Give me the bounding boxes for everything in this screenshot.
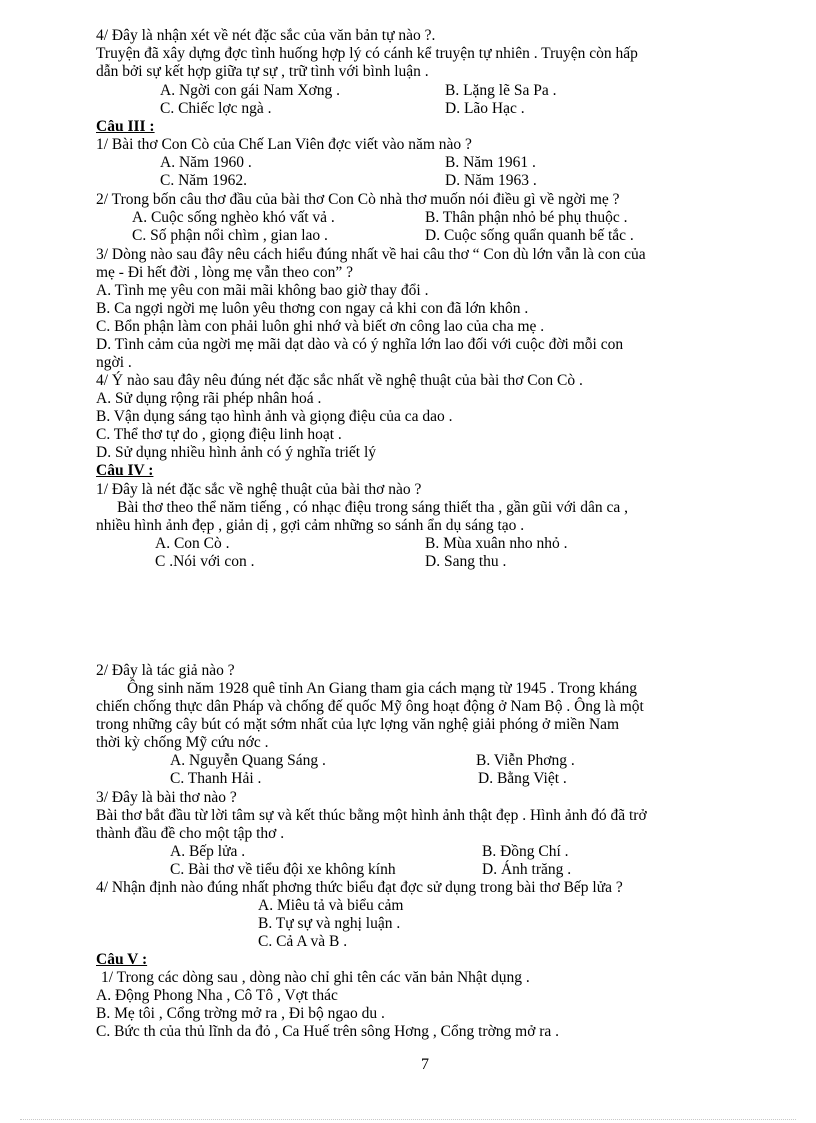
option-d: D. Bằng Việt .: [478, 770, 567, 787]
option-c: C. Số phận nổi chìm , gian lao .: [132, 227, 328, 244]
question-text-line: Truyện đã xây dựng đợc tình huống hợp lý có cánh kể truyện tự nhiên . Truyện còn hấp: [96, 45, 638, 62]
option-c: C. Bổn phận làm con phải luôn ghi nhớ và biết ơn công lao của cha mẹ .: [96, 318, 545, 335]
option-d: D. Ánh trăng .: [482, 861, 572, 878]
question-iii-1: 1/ Bài thơ Con Cò của Chế Lan Viên đợc viết vào năm nào ?: [96, 136, 472, 153]
question-text-line: Ông sinh năm 1928 quê tỉnh An Giang tham gia cách mạng từ 1945 . Trong kháng: [127, 680, 637, 697]
option-a: A. Động Phong Nha , Cô Tô , Vợt thác: [96, 987, 338, 1004]
option-d: D. Sử dụng nhiều hình ảnh có ý nghĩa triết lý: [96, 444, 377, 461]
option-d: D. Năm 1963 .: [445, 172, 537, 189]
option-d: D. Cuộc sống quẩn quanh bế tắc .: [425, 227, 634, 244]
option-a: A. Miêu tả và biểu cảm: [258, 897, 404, 914]
option-c: C. Năm 1962.: [160, 172, 247, 189]
question-iv-2: 2/ Đây là tác giả nào ?: [96, 662, 235, 679]
option-a: A. Sử dụng rộng rãi phép nhân hoá .: [96, 390, 322, 407]
section-heading-cau-v: Câu V :: [96, 951, 148, 968]
option-a: A. Nguyễn Quang Sáng .: [170, 752, 326, 769]
option-c: C .Nói với con .: [155, 553, 255, 570]
question-iv-1: 1/ Đây là nét đặc sắc về nghệ thuật của bài thơ nào ?: [96, 481, 422, 498]
option-a: A. Năm 1960 .: [160, 154, 252, 171]
option-c: C. Bài thơ về tiểu đội xe không kính: [170, 861, 396, 878]
option-a: A. Cuộc sống nghèo khó vất vả .: [132, 209, 335, 226]
question-iii-4: 4/ Ý nào sau đây nêu đúng nét đặc sắc nhất về nghệ thuật của bài thơ Con Cò .: [96, 372, 583, 389]
question-iii-2: 2/ Trong bốn câu thơ đầu của bài thơ Con Cò nhà thơ muốn nói điều gì về ngời mẹ ?: [96, 191, 620, 208]
question-v-1: 1/ Trong các dòng sau , dòng nào chỉ ghi tên các văn bản Nhật dụng .: [101, 969, 530, 986]
option-b: B. Đồng Chí .: [482, 843, 569, 860]
option-d: D. Tình cảm của ngời mẹ mãi dạt dào và có ý nghĩa lớn lao đối với cuộc đời mỗi con: [96, 336, 624, 353]
option-b: B. Lặng lẽ Sa Pa .: [445, 82, 557, 99]
question-text-line: chiến chống thực dân Pháp và chống đế quốc Mỹ ông hoạt động ở Nam Bộ . Ông là một: [96, 698, 644, 715]
page-number: 7: [421, 1056, 429, 1073]
option-b: B. Ca ngợi ngời mẹ luôn yêu thơng con ngay cả khi con đã lớn khôn .: [96, 300, 529, 317]
option-b: B. Mùa xuân nho nhỏ .: [425, 535, 568, 552]
option-a: A. Tình mẹ yêu con mãi mãi không bao giờ thay đổi .: [96, 282, 429, 299]
option-c: C. Thanh Hải .: [170, 770, 262, 787]
option-a: A. Con Cò .: [155, 535, 230, 552]
option-c: C. Cả A và B .: [258, 933, 348, 950]
question-iii-3-cont: mẹ - Đi hết đời , lòng mẹ vẫn theo con” ?: [96, 264, 353, 281]
section-heading-cau-iii: Câu III :: [96, 118, 155, 135]
question-text-line: dẫn bởi sự kết hợp giữa tự sự , trữ tình với bình luận .: [96, 63, 429, 80]
option-d-cont: ngời .: [96, 354, 132, 371]
section-heading-cau-iv: Câu IV :: [96, 462, 154, 479]
option-c: C. Bức th của thủ lĩnh da đỏ , Ca Huế trên sông Hơng , Cổng trờng mở ra .: [96, 1023, 560, 1040]
option-d: D. Lão Hạc .: [445, 100, 525, 117]
question-text-line: thời kỳ chống Mỹ cứu nớc .: [96, 734, 269, 751]
question-text-line: thành đầu đề cho một tập thơ .: [96, 825, 285, 842]
option-b: B. Năm 1961 .: [445, 154, 536, 171]
page-bottom-divider: [20, 1119, 796, 1120]
question-iv-3: 3/ Đây là bài thơ nào ?: [96, 789, 237, 806]
option-c: C. Thể thơ tự do , giọng điệu linh hoạt .: [96, 426, 342, 443]
option-a: A. Ngời con gái Nam Xơng .: [160, 82, 340, 99]
question-iv-4: 4/ Nhận định nào đúng nhất phơng thức biểu đạt đợc sử dụng trong bài thơ Bếp lửa ?: [96, 879, 623, 896]
option-c: C. Chiếc lợc ngà .: [160, 100, 272, 117]
question-iii-3: 3/ Dòng nào sau đây nêu cách hiểu đúng nhất về hai câu thơ “ Con dù lớn vẫn là con của: [96, 246, 646, 263]
question-text-line: Bài thơ theo thể năm tiếng , có nhạc điệu trong sáng thiết tha , gần gũi với dân ca ,: [117, 499, 628, 516]
option-d: D. Sang thu .: [425, 553, 507, 570]
option-b: B. Mẹ tôi , Cổng trờng mở ra , Đi bộ ngao du .: [96, 1005, 385, 1022]
question-3-4: 4/ Đây là nhận xét về nét đặc sắc của văn bản tự nào ?.: [96, 27, 436, 44]
option-b: B. Thân phận nhỏ bé phụ thuộc .: [425, 209, 628, 226]
question-text-line: nhiều hình ảnh đẹp , giản dị , gợi cảm những so sánh ẩn dụ sáng tạo .: [96, 517, 525, 534]
option-b: B. Viễn Phơng .: [476, 752, 575, 769]
option-a: A. Bếp lửa .: [170, 843, 246, 860]
option-b: B. Vận dụng sáng tạo hình ảnh và giọng điệu của ca dao .: [96, 408, 453, 425]
question-text-line: trong những cây bút có mặt sớm nhất của lực lợng văn nghệ giải phóng ở miền Nam: [96, 716, 620, 733]
option-b: B. Tự sự và nghị luận .: [258, 915, 401, 932]
question-text-line: Bài thơ bắt đầu từ lời tâm sự và kết thúc bằng một hình ảnh thật đẹp . Hình ảnh đó đã trở: [96, 807, 647, 824]
